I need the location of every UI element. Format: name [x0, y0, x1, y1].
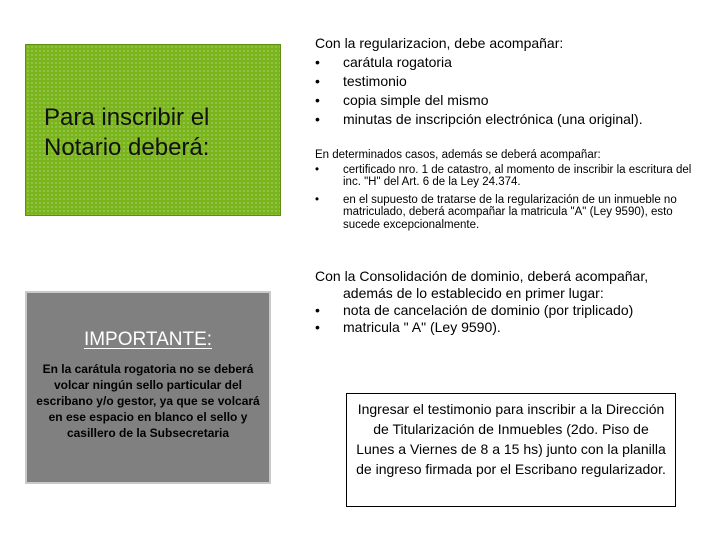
list-item: • minutas de inscripción electrónica (una original).	[315, 110, 695, 129]
requirements-intro: Con la regularizacion, debe acompañar:	[315, 35, 564, 51]
special-cases-intro: En determinados casos, además se deberá acompañar:	[315, 149, 601, 161]
special-cases-list	[315, 164, 695, 232]
consolidation-requirements	[315, 268, 695, 336]
consolidation-intro: Con la Consolidación de dominio, deberá acompañar, además de lo establecido en primer lugar:	[315, 268, 649, 301]
important-title: IMPORTANTE:	[83, 329, 213, 350]
submission-instructions-box	[346, 393, 676, 507]
list-item: • nota de cancelación de dominio (por triplicado)	[315, 302, 695, 319]
important-note-box	[25, 291, 271, 484]
list-item: • testimonio	[315, 72, 695, 91]
regularization-requirements	[315, 34, 695, 129]
requirements-list	[315, 53, 695, 129]
special-cases-requirements	[315, 149, 695, 231]
important-body: En la carátula rogatoria no se deberá volcar ningún sello particular del escribano y/o gestor, ya que se volcará en ese espacio en blanco el sello y casillero de la Subsecretaria	[36, 362, 260, 440]
list-item: • certificado nro. 1 de catastro, al momento de inscribir la escritura del inc. "H" del Art. 6 de la Ley 24.374.	[315, 164, 695, 189]
list-item: • matricula " A" (Ley 9590).	[315, 319, 695, 336]
list-item: • en el supuesto de tratarse de la regularización de un inmueble no matriculado, deberá acompañar la matricula "A" (Ley 9590), esto sucede excepcionalmente.	[315, 194, 695, 232]
submission-instructions: Ingresar el testimonio para inscribir a la Dirección de Titularización de Inmuebles (2do. Piso de Lunes a Viernes de 8 a 15 hs) junto con la planilla de ingreso firmada por el Escribano regularizador.	[356, 401, 666, 477]
notary-heading: Para inscribir el Notario deberá:	[44, 104, 210, 161]
notary-heading-box	[25, 44, 281, 216]
list-item: • copia simple del mismo	[315, 91, 695, 110]
list-item: • carátula rogatoria	[315, 53, 695, 72]
consolidation-list	[315, 302, 695, 336]
